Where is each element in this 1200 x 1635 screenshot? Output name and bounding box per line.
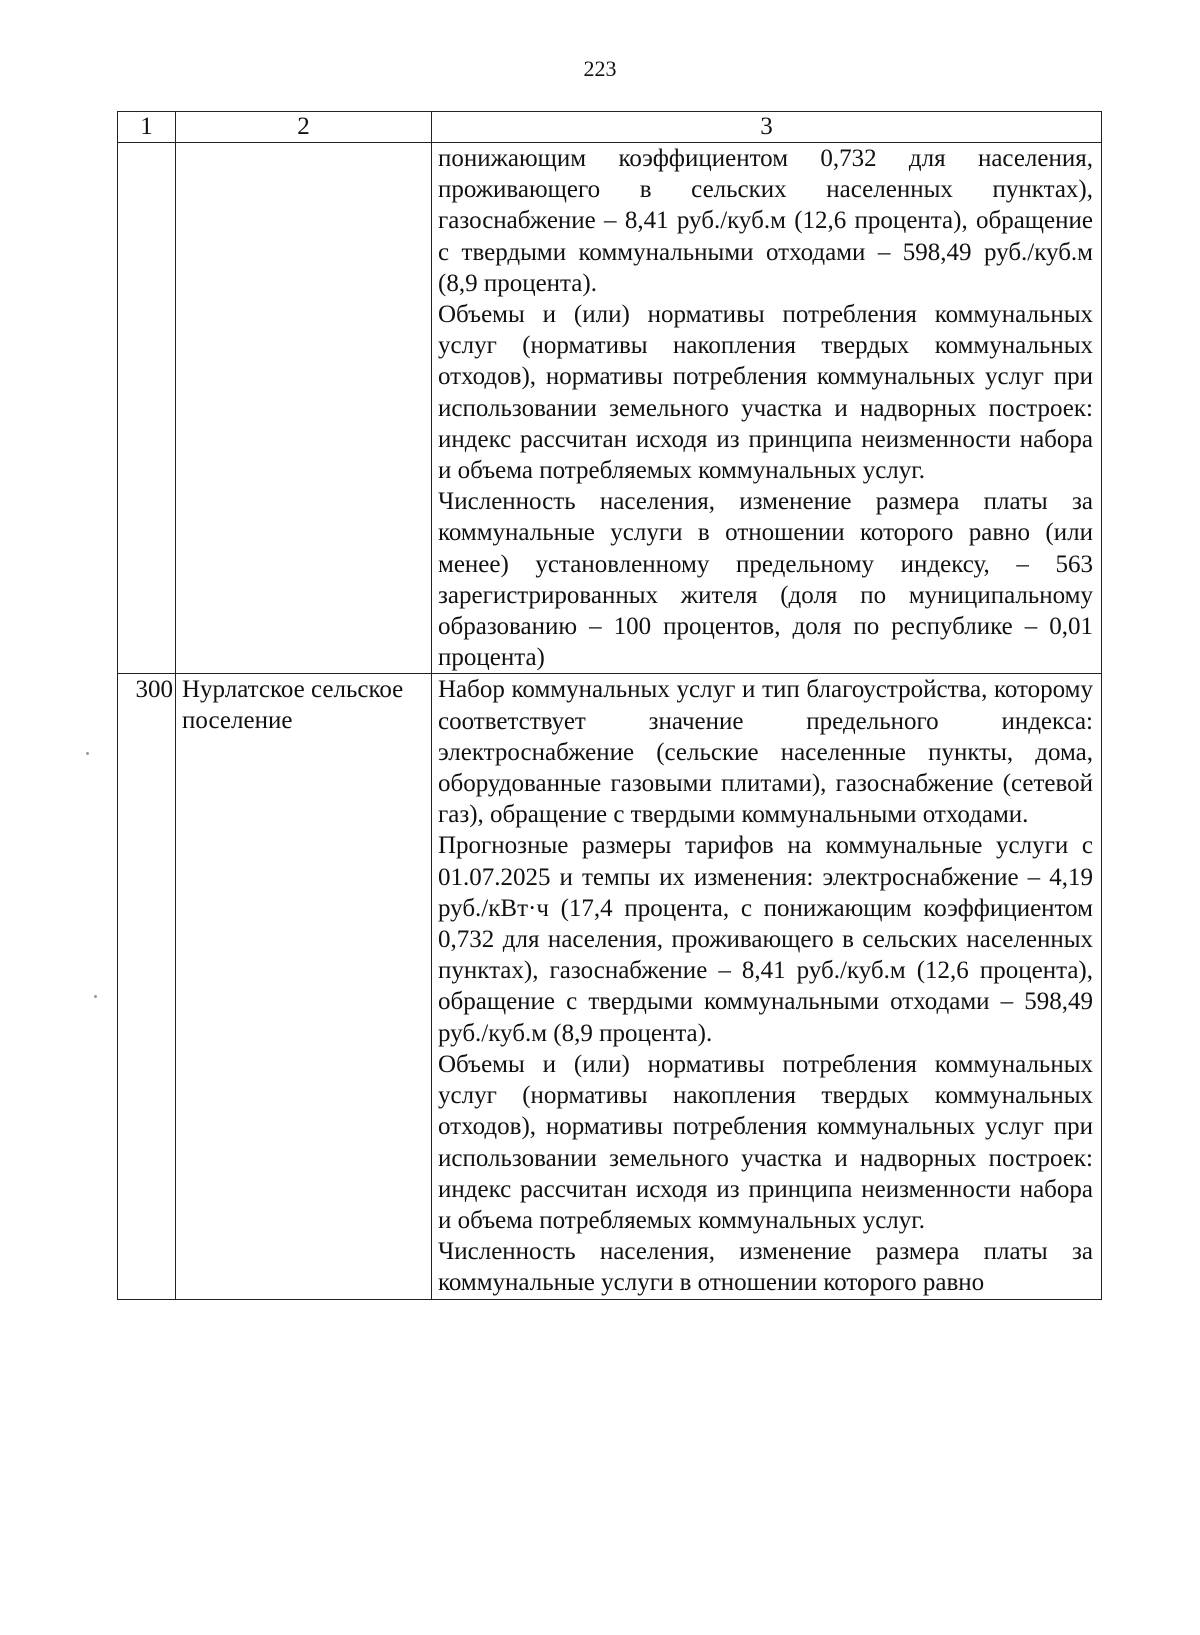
scan-speck — [86, 752, 89, 755]
column-header-3: 3 — [432, 112, 1102, 143]
paragraph-consumption-norms: Объемы и (или) нормативы потребления коммунальных услуг (нормативы накопления твердых коммунальных отходов), нормативы потребления коммунальных услуг при использовании земельного участка и надворных построек: индекс рассчитан исходя из принципа неизменности набора и объема потребляемых коммунальных услуг. — [438, 301, 1093, 485]
description-cell — [432, 674, 1102, 1299]
row-number: 300 — [118, 674, 176, 1299]
paragraph-service-set: Набор коммунальных услуг и тип благоустройства, которому соответствует значение предельного индекса: электроснабжение (сельские населенные пункты, дома, оборудованные газовыми плитами), газоснабжение (сетевой газ), обращение с твердыми коммунальными отходами. — [438, 676, 1093, 829]
page-number: 223 — [583, 56, 617, 81]
row-number-cell-empty — [118, 143, 176, 674]
paragraph-tariffs-continued: понижающим коэффициентом 0,732 для населения, проживающего в сельских населенных пунктах), газоснабжение – 8,41 руб./куб.м (12,6 процента), обращение с твердыми коммунальными отходами – 598,49 руб./куб.м (8,9 процента). — [438, 145, 1093, 297]
table-row-continuation — [118, 143, 1102, 674]
column-header-1: 1 — [118, 112, 176, 143]
table-row — [118, 674, 1102, 1299]
description-cell — [432, 143, 1102, 674]
scan-speck — [94, 995, 97, 998]
table-header-row — [118, 112, 1102, 143]
tariff-table — [117, 111, 1102, 1300]
paragraph-tariffs: Прогнозные размеры тарифов на коммунальные услуги с 01.07.2025 и темпы их изменения: электроснабжение – 4,19 руб./кВт·ч (17,4 процента, с понижающим коэффициентом 0,732 для населения, проживающего в сельских населенных пунктах), газоснабжение – 8,41 руб./куб.м (12,6 процента), обращение с твердыми коммунальными отходами – 598,49 руб./куб.м (8,9 процента). — [438, 832, 1093, 1047]
paragraph-consumption-norms: Объемы и (или) нормативы потребления коммунальных услуг (нормативы накопления твердых коммунальных отходов), нормативы потребления коммунальных услуг при использовании земельного участка и надворных построек: индекс рассчитан исходя из принципа неизменности набора и объема потребляемых коммунальных услуг. — [438, 1050, 1093, 1234]
paragraph-population: Численность населения, изменение размера платы за коммунальные услуги в отношении которого равно — [438, 1238, 1093, 1297]
column-header-2: 2 — [176, 112, 432, 143]
paragraph-population: Численность населения, изменение размера платы за коммунальные услуги в отношении которого равно (или менее) установленному предельному индексу, – 563 зарегистрированных жителя (доля по муниципальному образованию – 100 процентов, доля по республике – 0,01 процента) — [438, 488, 1093, 672]
settlement-name-cell-empty — [176, 143, 432, 674]
settlement-name: Нурлатское сельское поселение — [176, 674, 432, 1299]
